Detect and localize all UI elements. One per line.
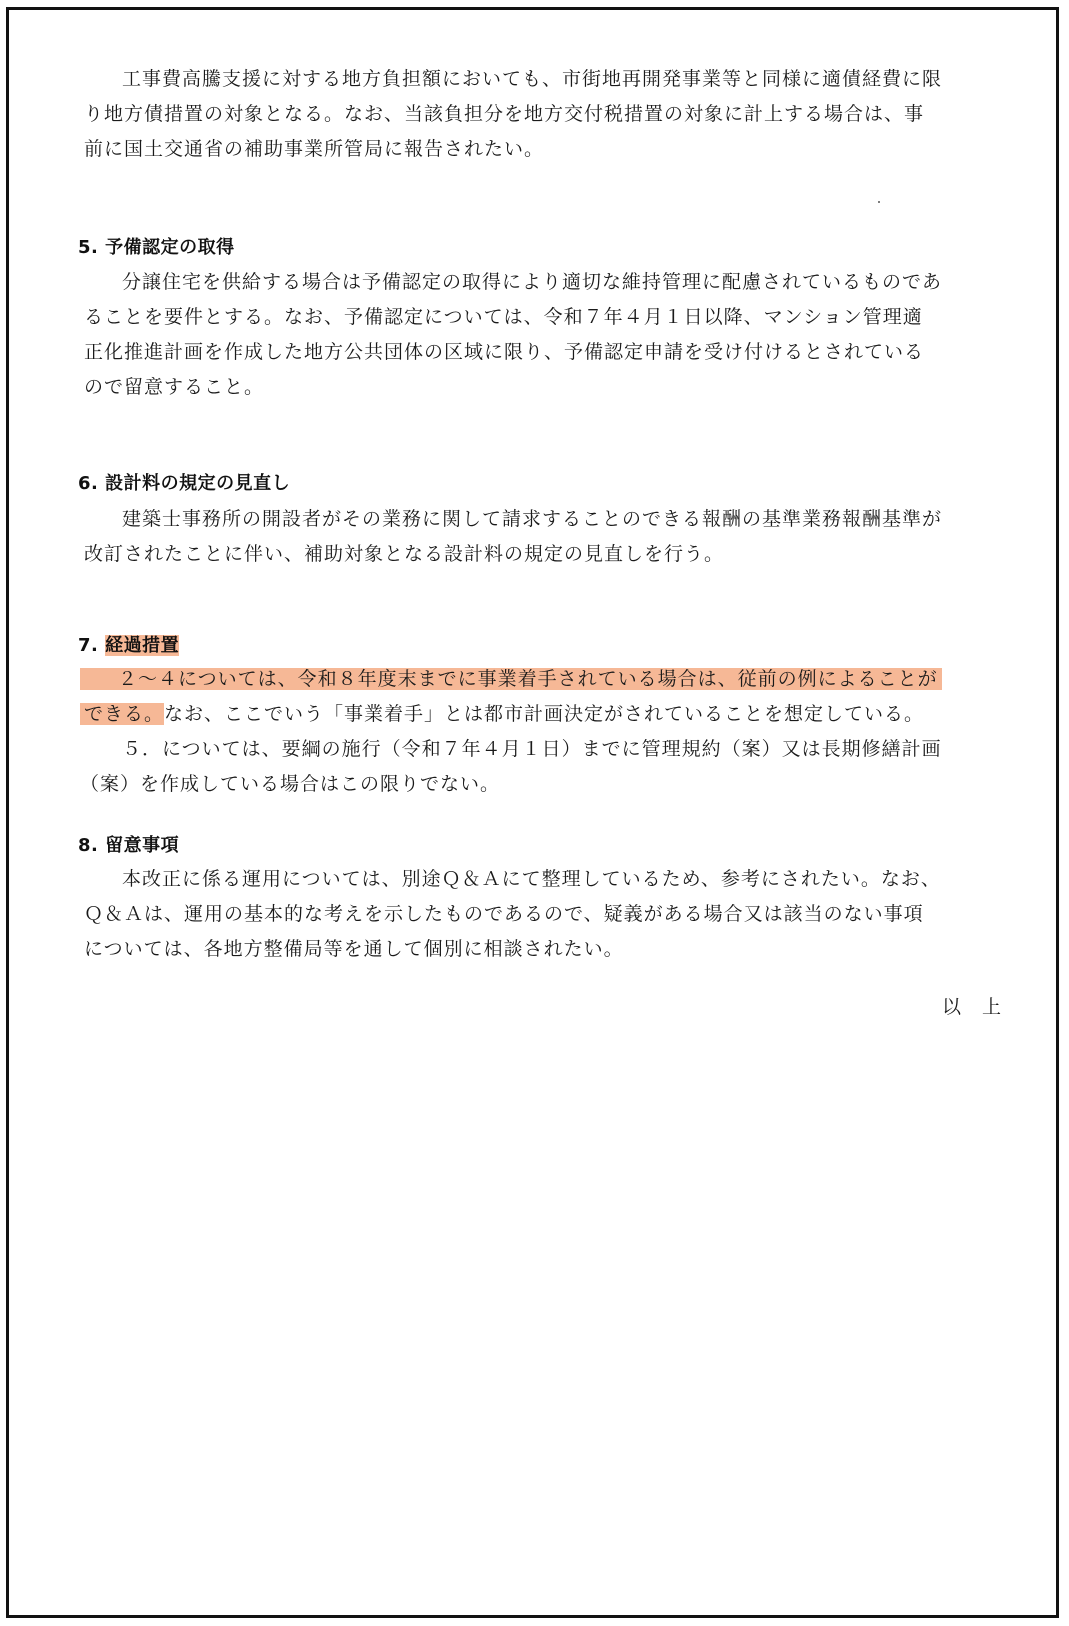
- intro-line: り地方債措置の対象となる。なお、当該負担分を地方交付税措置の対象に計上する場合は、事: [84, 103, 925, 125]
- section-title: 留意事項: [105, 835, 180, 856]
- paragraph-line: 改訂されたことに伴い、補助対象となる設計料の規定の見直しを行う。: [84, 543, 725, 565]
- section-7: [78, 632, 1002, 660]
- section-5-body: [84, 265, 1002, 405]
- section-title: 設計料の規定の見直し: [105, 473, 291, 494]
- section-6: [78, 470, 1002, 498]
- paragraph-text: なお、ここでいう「事業着手」とは都市計画決定がされていることを想定している。: [164, 703, 925, 725]
- paragraph-line: 建築士事務所の開設者がその業務に関して請求することのできる報酬の基準業務報酬基準が: [122, 508, 943, 530]
- section-8-body: [84, 862, 1002, 967]
- section-heading: [78, 832, 1002, 860]
- highlight-mark: [80, 668, 942, 690]
- paragraph-line: [84, 662, 1002, 697]
- section-title: 予備認定の取得: [105, 237, 235, 258]
- section-number: 5.: [78, 237, 99, 258]
- intro-paragraph: [84, 62, 1002, 167]
- section-5: [78, 234, 1002, 262]
- paragraph-line: 分譲住宅を供給する場合は予備認定の取得により適切な維持管理に配慮されているものであ: [122, 271, 943, 293]
- section-6-body: [84, 502, 1002, 572]
- closing-mark: 以 上: [941, 996, 1002, 1018]
- section-8: [78, 832, 1002, 860]
- paragraph-line: 本改正に係る運用については、別途Ｑ＆Ａにて整理しているため、参考にされたい。なお、: [122, 868, 941, 890]
- highlighted-text: ２～４については、令和８年度末までに事業着手されている場合は、従前の例によることが: [118, 668, 938, 690]
- paragraph-line: ることを要件とする。なお、予備認定については、令和７年４月１日以降、マンション管理適: [84, 306, 923, 328]
- paragraph-line: （案）を作成している場合はこの限りでない。: [80, 773, 501, 795]
- section-number: 7.: [78, 635, 99, 656]
- section-number: 6.: [78, 473, 99, 494]
- paragraph-line: ので留意すること。: [84, 376, 265, 398]
- section-7-body: [80, 662, 1002, 802]
- section-heading: [78, 470, 1002, 498]
- intro-line: 前に国土交通省の補助事業所管局に報告されたい。: [84, 138, 545, 160]
- paragraph-line: [84, 697, 1002, 732]
- paragraph-line: 正化推進計画を作成した地方公共団体の区域に限り、予備認定申請を受け付けるとされている: [84, 341, 925, 363]
- highlighted-text: できる。: [80, 703, 164, 725]
- paragraph-line: ５．については、要綱の施行（令和７年４月１日）までに管理規約（案）又は長期修繕計画: [122, 738, 942, 760]
- paragraph-line: Ｑ＆Ａは、運用の基本的な考えを示したものであるので、疑義がある場合又は該当のない事項: [84, 903, 924, 925]
- section-heading: [78, 234, 1002, 262]
- intro-line: 工事費高騰支援に対する地方負担額においても、市街地再開発事業等と同様に適債経費に限: [122, 68, 943, 90]
- section-title: 経過措置: [105, 635, 180, 656]
- paragraph-line: については、各地方整備局等を通して個別に相談されたい。: [84, 938, 624, 960]
- section-number: 8.: [78, 835, 99, 856]
- scan-speck: [878, 201, 880, 203]
- section-heading: [78, 632, 1002, 660]
